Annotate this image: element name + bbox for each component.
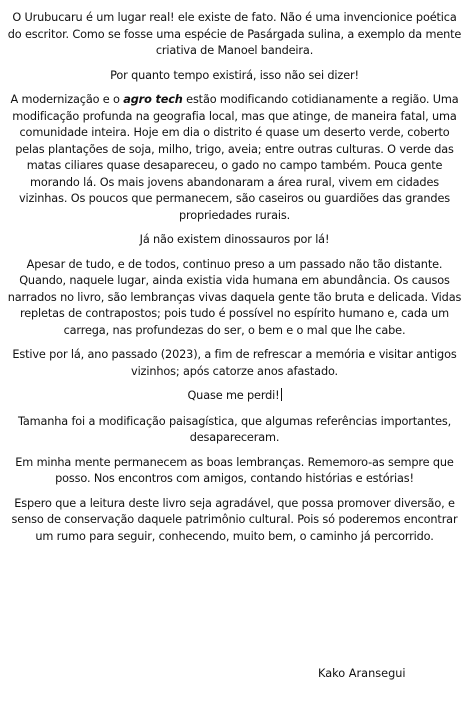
paragraph-3-start: A modernização e o <box>10 93 124 106</box>
paragraph-3-end: estão modificando cotidianamente a região. Uma modificação profunda na geografia local, mas que atinge, de maneira fatal, uma comunidade inteira. Hoje em dia o distrito é quase um deserto verde, coberto pelas plantações de soja, milho, trigo, aveia; entre outras culturas. O verde das matas ciliares quase desapareceu, o gado no campo também. Pouca gente morando lá. Os mais jovens abandonaram a área rural, vivem em cidades vizinhas. Os poucos que permanecem, são caseiros ou guardiões das grandes propriedades rurais. <box>12 93 459 222</box>
paragraph-9: Em minha mente permanecem as boas lembranças. Rememoro-as sempre que posso. Nos encontros com amigos, contando histórias e estórias! <box>15 455 454 485</box>
text-cursor <box>281 388 282 401</box>
paragraph-6: Estive por lá, ano passado (2023), a fim de refrescar a memória e visitar antigos vizinhos; após catorze anos afastado. <box>12 348 457 378</box>
paragraph-5: Apesar de tudo, e de todos, continuo preso a um passado não tão distante. Quando, naquele lugar, ainda existia vida humana em abundância. Os causos narrados no livro, são lembranças vivas daquela gente tão bruta e delicada. Vidas repletas de contrapostos; pois tudo é possível no espírito humano e, cada um carrega, nas profundezas do ser, o bem e o mal que lhe cabe. <box>7 257 462 337</box>
paragraph-7-text: Quase me perdi! <box>187 389 280 402</box>
paragraph-3 <box>7 92 462 224</box>
author-signature: Kako Aransegui <box>318 667 406 680</box>
agro-tech-emphasis: agro tech <box>123 93 183 106</box>
paragraph-10: Espero que a leitura deste livro seja agradável, que possa promover diversão, e senso de conservação daquele patrimônio cultural. Pois só poderemos encontrar um rumo para seguir, conhecendo, muito bem, o caminho já percorrido. <box>11 496 458 543</box>
paragraph-4: Já não existem dinossauros por lá! <box>139 233 330 246</box>
paragraph-7 <box>7 388 462 405</box>
paragraph-8: Tamanha foi a modificação paisagística, que algumas referências importantes, desapareceram. <box>17 414 452 444</box>
paragraph-2: Por quanto tempo existirá, isso não sei dizer! <box>110 68 359 82</box>
paragraph-1: O Urubucaru é um lugar real! ele existe de fato. Não é uma invencionice poética do escritor. Como se fosse uma espécie de Pasárgada sulina, a exemplo da mente criativa de Manoel bandeira. <box>7 11 462 57</box>
